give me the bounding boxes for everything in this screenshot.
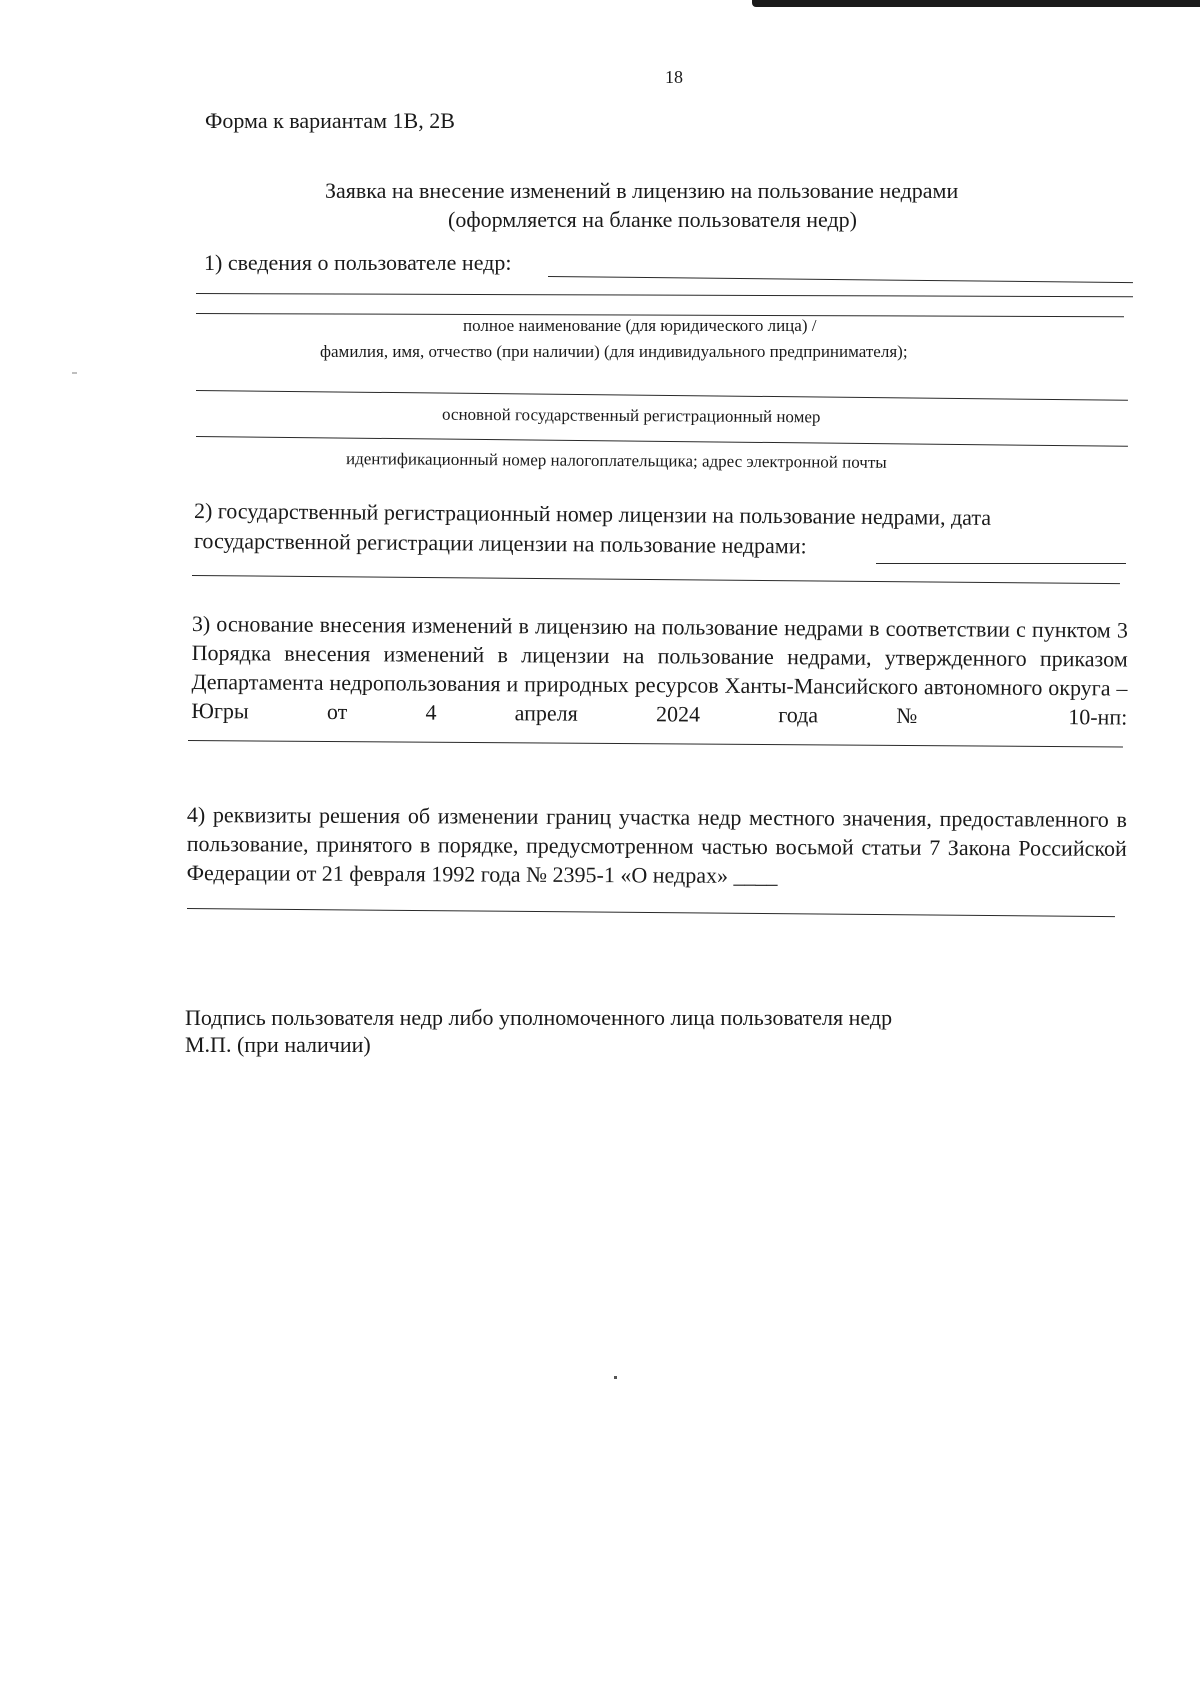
inn-email-caption: идентификационный номер налогоплательщика; адрес электронной почты xyxy=(345,449,887,472)
full-name-caption: полное наименование (для юридического лица) / xyxy=(463,316,817,335)
scan-speck xyxy=(614,1376,617,1379)
license-date-field[interactable] xyxy=(876,563,1126,564)
form-variant-label: Форма к вариантам 1В, 2В xyxy=(205,108,455,133)
full-name-caption-ip: фамилия, имя, отчество (при наличии) (для индивидуального предпринимателя); xyxy=(320,342,908,361)
seal-label: М.П. (при наличии) xyxy=(185,1032,371,1057)
document-subtitle: (оформляется на бланке пользователя недр) xyxy=(448,207,857,232)
change-basis-text: 3) основание внесения изменений в лицензию на пользование недрами в соответствии с пунктом 3 Порядка внесения изменений в лицензии на пользование недрами, утвержденного приказом Департамента недропользования и природных ресурсов Ханты-Мансийского автономного округа – Югры от 4 апреля 2024 года № 10-нп: xyxy=(191,610,1128,730)
boundary-decision-text xyxy=(187,800,1127,892)
ogrn-caption: основной государственный регистрационный номер xyxy=(441,404,821,427)
document-title: Заявка на внесение изменений в лицензию на пользование недрами xyxy=(325,178,959,203)
scan-speck xyxy=(72,372,77,374)
boundary-decision-body: 4) реквизиты решения об изменении границ участка недр местного значения, предоставленного в пользование, принятого в порядке, предусмотренном частью восьмой статьи 7 Закона Российской Федерации от 21 февраля 1992 года № 2395-1 «О недрах» xyxy=(186,802,1127,888)
change-basis-field[interactable] xyxy=(188,740,1123,748)
subsoil-user-info-field[interactable] xyxy=(548,276,1133,283)
subsoil-user-info-label: 1) сведения о пользователе недр: xyxy=(204,250,512,275)
license-date-text: государственной регистрации лицензии на пользование недрами: xyxy=(193,528,807,559)
scan-edge-bar xyxy=(752,0,1200,7)
ogrn-field[interactable] xyxy=(196,390,1128,401)
page-number: 18 xyxy=(665,67,683,87)
license-number-text: 2) государственный регистрационный номер лицензии на пользование недрами, дата xyxy=(193,498,992,530)
signature-label: Подпись пользователя недр либо уполномоченного лица пользователя недр xyxy=(185,1005,893,1030)
inn-email-field[interactable] xyxy=(196,436,1128,447)
license-info-field[interactable] xyxy=(192,575,1120,584)
boundary-decision-field[interactable] xyxy=(187,908,1115,917)
boundary-decision-blank[interactable]: ____ xyxy=(733,862,778,889)
full-name-field[interactable] xyxy=(196,293,1133,297)
